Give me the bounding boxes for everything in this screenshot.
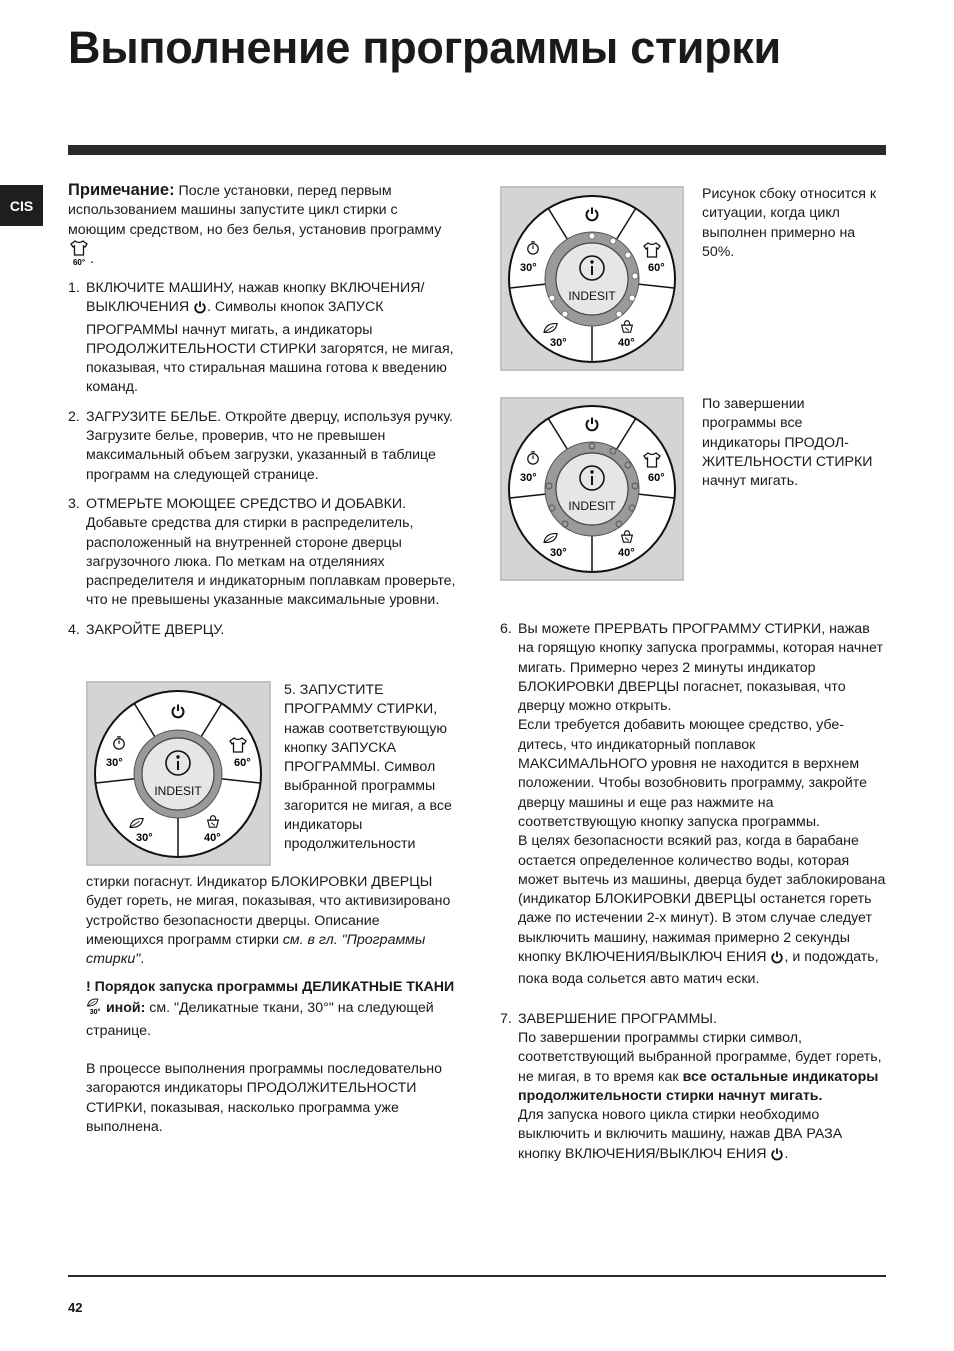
step-number: 6. (500, 621, 512, 637)
temp-30-bottom: 30° (136, 832, 153, 844)
caption-50-percent: Рисунок сбоку относится к ситуации, когда цикл выполнен примерно на 50%. (702, 186, 877, 260)
progress-paragraph: В процессе выполнения программы последовательно загораются индикаторы ПРОДОЛЖИТЕЛЬНОСТИ СТИРКИ, показывая, насколько программа уже выполнена. (86, 1061, 442, 1135)
note-block (68, 181, 453, 272)
power-icon (770, 950, 784, 970)
step-3 (68, 495, 458, 611)
note-end: . (90, 250, 94, 267)
step-4-text: ЗАКРОЙТЕ ДВЕРЦУ. (86, 621, 225, 638)
step-7 (500, 1010, 886, 1167)
warning-title: ! Порядок запуска программы ДЕЛИКАТНЫЕ ТКАНИ (86, 979, 455, 995)
section-tab: CIS (0, 185, 43, 226)
temp-30-left: 30° (520, 262, 537, 274)
step-6-text-c (518, 832, 886, 989)
step-7-text-c-main: Для запуска нового цикла стирки необходимо выключить и включить машину, нажав ДВА РАЗА кнопку ВКЛЮЧЕНИЯ/ВЫКЛЮЧ ЕНИЯ (518, 1107, 843, 1162)
temp-30-left: 30° (106, 757, 123, 769)
warning-title-end: иной: (102, 1000, 146, 1017)
step-number: 2. (68, 408, 80, 425)
step-2 (68, 408, 458, 485)
step-7-bold: все остальные индикаторы продолжительности стирки начнут мигать. (518, 1068, 879, 1104)
step-4 (68, 621, 458, 640)
brand-logo: INDESIT (568, 289, 616, 303)
power-icon (770, 1147, 784, 1167)
brand-logo: INDESIT (568, 499, 616, 513)
title-rule (68, 145, 886, 155)
page-title: Выполнение программы стирки (68, 22, 781, 73)
step-1 (68, 279, 458, 398)
control-panel-image-1 (86, 681, 271, 866)
shirt-60-label: 60° (72, 257, 86, 266)
step-1-text-end: . Символы кнопок ЗАПУСК ПРОГРАММЫ начнут мигать, а индикаторы ПРОДОЛЖИТЕЛЬНОСТИ СТИРКИ загорятся, не мигая, показывая, что стиральная машина готова к введению команд. (86, 299, 454, 396)
temp-30-left: 30° (520, 472, 537, 484)
step-6-text-d: , и подождать, пока вода сольется авто матич ески. (518, 949, 879, 988)
page-number: 42 (68, 1300, 83, 1315)
temp-40: 40° (204, 832, 221, 844)
program-dial-50 (502, 188, 682, 369)
delicate-30-icon (86, 997, 102, 1021)
footer-rule (68, 1275, 886, 1277)
step-7-text-b-main: По завершении программы стирки символ, соответствующий выбранной программе, будет гореть, не мигая, в то время как (518, 1029, 882, 1085)
steps-list-left (68, 279, 458, 648)
steps-list-right (500, 620, 886, 1175)
control-panel-image-2 (500, 186, 684, 371)
step-number: 7. (500, 1010, 512, 1027)
step-7-text-b (518, 1029, 886, 1106)
warning-text: см. "Деликатные ткани, 30°" на следующей странице. (86, 1000, 434, 1039)
program-dial (88, 683, 269, 864)
step-5-side-text: 5. ЗАПУСТИТЕ ПРОГРАММУ СТИРКИ, нажав соответствующую кнопку ЗАПУСКА ПРОГРАММЫ. Символ выбранной программы загорится не мигая, а все индикаторы продолжительности (284, 682, 452, 853)
temp-30-bottom: 30° (550, 337, 567, 349)
temp-40: 40° (618, 547, 635, 559)
step-5-end: . (140, 951, 145, 968)
temp-60: 60° (648, 262, 665, 274)
svg-text:30°: 30° (89, 1009, 101, 1016)
step-5-ref: см. в гл. "Программы стирки" (86, 931, 426, 968)
step-1-text: ВКЛЮЧИТЕ МАШИНУ, нажав кнопку ВКЛЮЧЕНИЯ/ ВЫКЛЮЧЕНИЯ (86, 280, 425, 316)
step-2-text: ЗАГРУЗИТЕ БЕЛЬЕ. Откройте дверцу, используя ручку. Загрузите белье, проверив, что не превышен максимальный объем загрузки, указанный в таблице программ на следующей странице. (86, 408, 453, 483)
temp-30-bottom: 30° (550, 547, 567, 559)
temp-60: 60° (648, 472, 665, 484)
brand-logo: INDESIT (154, 784, 202, 798)
temp-40: 40° (618, 337, 635, 349)
warning-block (86, 978, 458, 1041)
caption-finished: По завершении программы все индикаторы ПРОДОЛ-ЖИТЕЛЬНОСТИ СТИРКИ начнут мигать. (702, 396, 873, 490)
program-dial-finished (502, 399, 682, 579)
step-number: 1. (68, 280, 80, 296)
step-6-text-c-main: В целях безопасности всякий раз, когда в барабане остается определенное количество воды, которая может вытечь из машины, дверца будет заблокирована (индикатор БЛОКИРОВКИ ДВЕРЦЫ останется гореть даже по истечении 2-х минут). В этом случае следует выключить машину, нажимая примерно 2 секунды кнопку ВКЛЮЧЕНИЯ/ВЫКЛЮЧ ЕНИЯ (518, 833, 886, 966)
note-label: Примечание: (68, 181, 175, 199)
control-panel-image-3 (500, 397, 684, 581)
step-number: 4. (68, 621, 80, 638)
temp-60: 60° (234, 757, 251, 769)
note-text: После установки, перед первым использованием машины запустите цикл стирки с моющим средством, но без белья, установив программу (68, 183, 442, 238)
step-7-text-c (518, 1106, 886, 1167)
step-number: 3. (68, 495, 80, 512)
step-5-text: стирки погаснут. Индикатор БЛОКИРОВКИ ДВЕРЦЫ будет гореть, не мигая, показывая, что активизировано устройство безопасности дверцы. Описание имеющихся программ стирки (86, 874, 451, 948)
step-7-end: . (784, 1145, 789, 1162)
step-7-title: ЗАВЕРШЕНИЕ ПРОГРАММЫ. (518, 1010, 717, 1027)
step-3-text: ОТМЕРЬТЕ МОЮЩЕЕ СРЕДСТВО И ДОБАВКИ. Добавьте средства для стирки в распределитель, расположенный на внутренней стороне дверцы загрузочного люка. По меткам на отделяниях распределителя и индикаторным поплавкам проверьте, что не превышены указанные максимальные уровни. (86, 495, 456, 609)
step-6-text-b: Если требуется добавить моющее средство, убе-дитесь, что индикаторный поплавок МАКСИМАЛЬНОГО уровня не находится в верхнем положении. Чтобы возобновить программу, закройте дверцу машины и еще раз нажмите на соответствующую кнопку запуска программы. (518, 717, 867, 830)
step-5-continued (86, 873, 458, 969)
step-6-text-a: Вы можете ПРЕРВАТЬ ПРОГРАММУ СТИРКИ, нажав на горящую кнопку запуска программы, которая начнет мигать. Примерно через 2 минуты индикатор БЛОКИРОВКИ ДВЕРЦЫ погаснет, показывая, что дверцу можно открыть. (518, 621, 883, 715)
step-6 (500, 620, 886, 990)
power-icon (193, 300, 207, 320)
shirt-60-icon (68, 240, 90, 272)
